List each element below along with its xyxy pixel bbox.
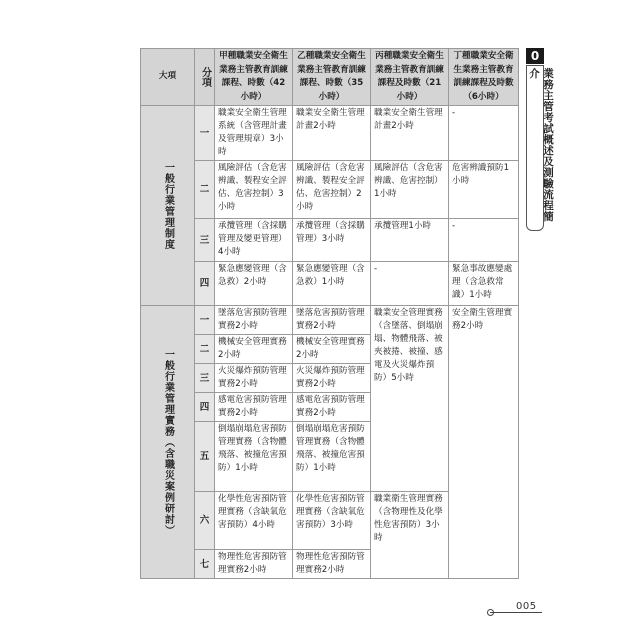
- table-row: [141, 161, 519, 219]
- cell-a: 墜落危害預防管理實務2小時: [215, 306, 293, 335]
- page-footer: [490, 603, 550, 617]
- cell-d: -: [449, 219, 519, 262]
- cell-c: 風險評估（含危害辨識、危害控制）1小時: [371, 161, 449, 219]
- item-number: 一: [195, 106, 215, 161]
- chapter-side-tab: [526, 48, 554, 231]
- cell-a: 職業安全衛生管理系統（含管理計畫及管理規章）3小時: [215, 106, 293, 161]
- header-class-a: 甲種職業安全衛生業務主管教育訓練課程、時數（42小時）: [215, 49, 293, 106]
- item-number: 三: [195, 364, 215, 393]
- cell-b: 化學性危害預防管理實務（含缺氧危害預防）3小時: [293, 492, 371, 550]
- curriculum-table: [140, 48, 519, 579]
- item-number: 七: [195, 550, 215, 579]
- cell-a: 緊急應變管理（含急救）2小時: [215, 262, 293, 306]
- cell-a: 物理性危害預防管理實務2小時: [215, 550, 293, 579]
- item-number: 四: [195, 262, 215, 306]
- cell-a: 化學性危害預防管理實務（含缺氧危害預防）4小時: [215, 492, 293, 550]
- category-management-system: 一般行業管理制度: [141, 106, 195, 306]
- cell-c: 職業安全衛生管理計畫2小時: [371, 106, 449, 161]
- header-class-d: 丁種職業安全衛生業務主管教育訓練課程及時數（6小時）: [449, 49, 519, 106]
- table-header-row: [141, 49, 519, 106]
- item-number: 二: [195, 161, 215, 219]
- category-management-practice: 一般行業管理實務（含職災案例研討）: [141, 306, 195, 579]
- cell-a: 機械安全管理實務2小時: [215, 335, 293, 364]
- table-row: [141, 306, 519, 335]
- cell-a: 感電危害預防管理實務2小時: [215, 393, 293, 422]
- cell-d: 緊急事故應變處理（含急救常識）1小時: [449, 262, 519, 306]
- item-number: 一: [195, 306, 215, 335]
- cell-b: 風險評估（含危害辨識、製程安全評估、危害控制）2小時: [293, 161, 371, 219]
- cell-d: -: [449, 106, 519, 161]
- chapter-title-tab: [526, 65, 554, 231]
- header-item: 分項: [195, 49, 215, 106]
- cell-a: 倒塌崩塌危害預防管理實務（含物體飛落、被撞危害預防）1小時: [215, 422, 293, 492]
- header-class-c: 丙種職業安全衛生業務主管教育訓練課程及時數（21小時）: [371, 49, 449, 106]
- cell-b: 感電危害預防管理實務2小時: [293, 393, 371, 422]
- chapter-number: 0: [526, 48, 544, 64]
- cell-a: 火災爆炸預防管理實務2小時: [215, 364, 293, 393]
- cell-b: 緊急應變管理（含急救）1小時: [293, 262, 371, 306]
- table-row: [141, 262, 519, 306]
- cell-a: 承攬管理（含採購管理及變更管理）4小時: [215, 219, 293, 262]
- cell-d: 危害辨識預防1小時: [449, 161, 519, 219]
- cell-d-merged: 安全衛生管理實務2小時: [449, 306, 519, 579]
- cell-c-merged: 職業安全管理實務（含墜落、倒塌崩塌、物體飛落、被夾被捲、被撞、感電及火災爆炸預防）5小時: [371, 306, 449, 492]
- header-category: 大項: [141, 49, 195, 106]
- table-row: [141, 219, 519, 262]
- cell-a: 風險評估（含危害辨識、製程安全評估、危害控制）3小時: [215, 161, 293, 219]
- item-number: 二: [195, 335, 215, 364]
- cell-b: 職業安全衛生管理計畫2小時: [293, 106, 371, 161]
- cell-c-hygiene: 職業衛生管理實務（含物理性及化學性危害預防）3小時: [371, 492, 449, 579]
- cell-b: 物理性危害預防管理實務2小時: [293, 550, 371, 579]
- cell-b: 火災爆炸預防管理實務2小時: [293, 364, 371, 393]
- cell-c: 承攬管理1小時: [371, 219, 449, 262]
- cell-c: -: [371, 262, 449, 306]
- cell-b: 倒塌崩塌危害預防管理實務（含物體飛落、被撞危害預防）1小時: [293, 422, 371, 492]
- footer-line: [490, 612, 542, 613]
- table-row: [141, 106, 519, 161]
- item-number: 三: [195, 219, 215, 262]
- item-number: 四: [195, 393, 215, 422]
- cell-b: 墜落危害預防管理實務2小時: [293, 306, 371, 335]
- cell-b: 機械安全管理實務2小時: [293, 335, 371, 364]
- header-class-b: 乙種職業安全衛生業務主管教育訓練課程、時數（35小時）: [293, 49, 371, 106]
- item-number: 五: [195, 422, 215, 492]
- cell-b: 承攬管理（含採購管理）3小時: [293, 219, 371, 262]
- chapter-title: 業務主管考試概述及測驗流程簡介: [528, 68, 554, 222]
- item-number: 六: [195, 492, 215, 550]
- page-number: 005: [516, 601, 537, 612]
